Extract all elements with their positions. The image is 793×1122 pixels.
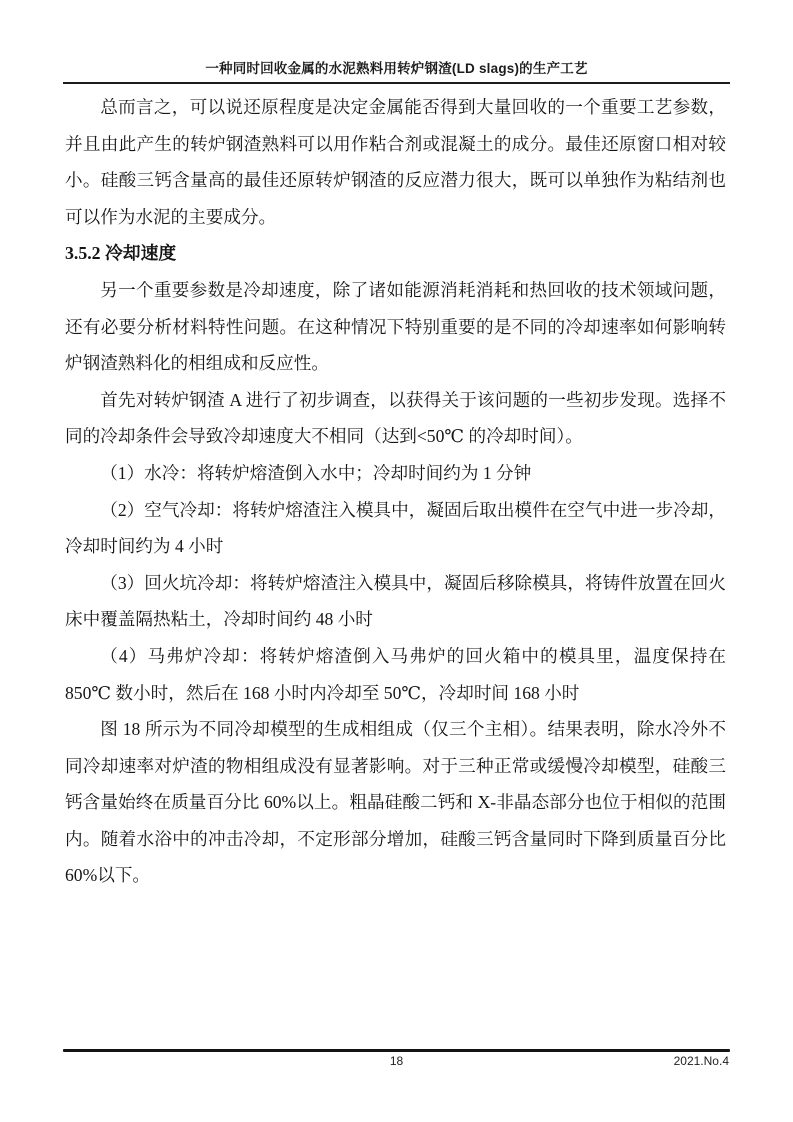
footer-row	[63, 1054, 730, 1070]
running-header-title: 一种同时回收金属的水泥熟料用转炉钢渣(LD slags)的生产工艺	[205, 61, 588, 76]
list-item-water-cooling: （1）水冷：将转炉熔渣倒入水中；冷却时间约为 1 分钟	[100, 462, 532, 483]
list-item-muffle-furnace-cooling: （4）马弗炉冷却：将转炉熔渣倒入马弗炉的回火箱中的模具里，温度保持在850℃ 数小时，然后在 168 小时内冷却至 50℃，冷却时间 168 小时	[65, 645, 726, 703]
paragraph-figure18-results: 图 18 所示为不同冷却模型的生成相组成（仅三个主相）。结果表明，除水冷外不同冷却速率对炉渣的物相组成没有显著影响。对于三种正常或缓慢冷却模型，硅酸三钙含量始终在质量百分比 60%以上。粗晶硅酸二钙和 X-非晶态部分也位于相似的范围内。随着水浴中的冲击冷却，不定形部分增加，硅酸三钙含量同时下降到质量百分比 60%以下。	[65, 719, 726, 886]
paragraph-reduction-summary: 总而言之，可以说还原程度是决定金属能否得到大量回收的一个重要工艺参数，并且由此产生的转炉钢渣熟料可以用作粘合剂或混凝土的成分。最佳还原窗口相对较小。硅酸三钙含量高的最佳还原转炉钢渣的反应潜力很大，既可以单独作为粘结剂也可以作为水泥的主要成分。	[65, 97, 726, 227]
page-number: 18	[389, 1054, 404, 1068]
section-heading-cooling-rate: 3.5.2 冷却速度	[65, 243, 177, 264]
list-item-air-cooling: （2）空气冷却：将转炉熔渣注入模具中，凝固后取出模件在空气中进一步冷却，冷却时间约为 4 小时	[65, 499, 726, 557]
issue-label: 2021.No.4	[673, 1054, 729, 1068]
footer-rule	[63, 1049, 730, 1052]
paragraph-cooling-rate-intro: 另一个重要参数是冷却速度，除了诸如能源消耗消耗和热回收的技术领域问题，还有必要分析材料特性问题。在这种情况下特别重要的是不同的冷却速率如何影响转炉钢渣熟料化的相组成和反应性。	[65, 279, 726, 374]
running-header	[63, 0, 730, 84]
document-footer	[63, 1049, 730, 1070]
list-item-tempering-pit-cooling: （3）回火坑冷却：将转炉熔渣注入模具中，凝固后移除模具，将铸件放置在回火床中覆盖隔热粘土，冷却时间约 48 小时	[65, 572, 726, 630]
paragraph-preliminary-investigation: 首先对转炉钢渣 A 进行了初步调查，以获得关于该问题的一些初步发现。选择不同的冷却条件会导致冷却速度大不相同（达到<50℃ 的冷却时间）。	[65, 389, 726, 447]
header-rule	[63, 82, 730, 84]
document-body	[65, 89, 726, 894]
